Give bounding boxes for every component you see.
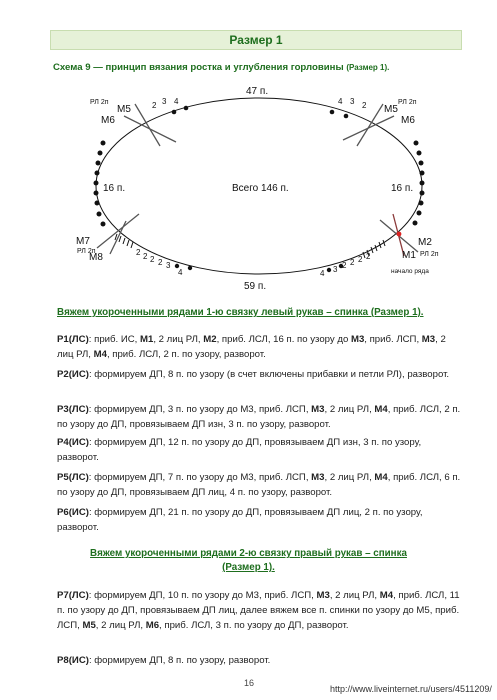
step-number: 2: [143, 252, 148, 261]
marker-label: M5: [117, 104, 131, 115]
rl-label: РЛ 2п: [398, 99, 417, 106]
row-p8: Р8(ИС): формируем ДП, 8 п. по узору, разворот.: [57, 655, 271, 666]
marker-label: M8: [89, 252, 103, 263]
stitch-dot: [101, 222, 106, 227]
marker-cross-left-bottom: [110, 221, 126, 254]
step-number: 3: [166, 261, 171, 270]
row-label: Р2(ИС): [57, 369, 89, 380]
section-1-title: [57, 306, 424, 320]
row-label: Р1(ЛС): [57, 334, 89, 345]
stitch-dot: [188, 266, 192, 270]
section-1-title-text: Вяжем укороченными рядами 1-ю связку левый рукав – спинка (Размер 1).: [57, 307, 424, 318]
stitch-tick: [123, 238, 125, 244]
stitch-dot: [101, 141, 106, 146]
section-2-title: [0, 547, 497, 575]
row-p4: Р4(ИС): формируем ДП, 12 п. по узору до ДП, провязываем ДП изн, 3 п. по узору, разворот.: [57, 437, 422, 464]
stitch-tick: [131, 242, 133, 248]
step-number: 2: [350, 258, 355, 267]
stitch-dot: [413, 221, 418, 226]
step-number: 4: [338, 97, 343, 106]
step-number: 4: [178, 268, 183, 277]
stitch-dot: [420, 191, 425, 196]
step-number: 2: [136, 248, 141, 257]
page-number: 16: [244, 678, 255, 688]
stitch-dot: [419, 201, 424, 206]
step-number: 2: [150, 255, 155, 264]
marker-label: M6: [101, 115, 115, 126]
stitch-dot: [97, 212, 102, 217]
step-number: 3: [350, 97, 355, 106]
stitch-dot: [330, 110, 335, 115]
stitch-dot: [95, 201, 100, 206]
step-number: 2: [342, 261, 347, 270]
row-label: Р8(ИС): [57, 655, 89, 666]
stitch-dot: [417, 211, 422, 216]
stitch-dot: [417, 151, 422, 156]
row-p3: Р3(ЛС): формируем ДП, 3 п. по узору до М3, приб. ЛСП, M3, 2 лиц РЛ, M4, приб. ЛСЛ, 2 п. по узору до ДП, провязываем ДП изн, 3 п. по узору, разворот.: [57, 404, 461, 431]
stitch-tick: [127, 240, 129, 246]
stitch-dot: [95, 171, 100, 176]
row-p1: Р1(ЛС): приб. ИС, M1, 2 лиц РЛ, M2, приб. ЛСЛ, 16 п. по узору до M3, приб. ЛСП, M3, 2 лиц РЛ, M4, приб. ЛСЛ, 2 п. по узору, разворот.: [57, 334, 446, 361]
start-of-row-label: начало ряда: [391, 268, 429, 275]
source-url: http://www.liveinternet.ru/users/4511209/: [330, 684, 492, 694]
scheme-title-text: Схема 9 — принцип вязания ростка и углубления горловины: [53, 62, 344, 73]
marker-cross-right-top: [357, 104, 383, 146]
stitch-dot: [327, 268, 331, 272]
stitch-dot: [420, 181, 425, 186]
left-count-label: 16 п.: [103, 183, 126, 194]
row-label: Р7(ЛС): [57, 590, 89, 601]
size-header-box: [50, 30, 462, 50]
section-2-title-line2: (Размер 1).: [222, 562, 275, 573]
rl-label: РЛ 2п: [77, 248, 96, 255]
step-number: 2: [366, 252, 371, 261]
stitch-dot: [420, 171, 425, 176]
neckline-diagram: [55, 82, 445, 297]
stitch-tick: [119, 236, 121, 242]
row-p7: Р7(ЛС): формируем ДП, 10 п. по узору до М3, приб. ЛСП, M3, 2 лиц РЛ, M4, приб. ЛСЛ, 11 п. по узору до ДП, провязываем ДП лиц, далее вяжем все п. спинки по узору до М5, приб. ЛСП, M5, 2 лиц РЛ, M6, приб. ЛСЛ, 3 п. по узору до ДП, разворот.: [57, 590, 460, 632]
step-number: 2: [158, 258, 163, 267]
stitch-dot: [184, 106, 189, 111]
scheme-size-note: (Размер 1).: [346, 63, 390, 72]
rl-label: РЛ 2п: [90, 99, 109, 106]
start-point-dot: [397, 232, 402, 237]
section-2-title-line1: Вяжем укороченными рядами 2-ю связку правый рукав – спинка: [90, 548, 407, 559]
row-p6: Р6(ИС): формируем ДП, 21 п. по узору до ДП, провязываем ДП лиц, 2 п. по узору, разворот.: [57, 507, 423, 534]
total-count-label: Всего 146 п.: [232, 183, 289, 194]
step-number: 4: [174, 97, 179, 106]
stitch-dot: [94, 181, 99, 186]
rl-label: РЛ 2п: [420, 251, 439, 258]
marker-label: M5: [384, 104, 398, 115]
step-number: 3: [333, 265, 338, 274]
row-label: Р4(ИС): [57, 437, 89, 448]
marker-label: M2: [418, 237, 432, 248]
stitch-dot: [344, 114, 349, 119]
stitch-dot: [98, 151, 103, 156]
row-p2: Р2(ИС): формируем ДП, 8 п. по узору (в счет включены прибавки и петли РЛ), разворот.: [57, 369, 450, 380]
step-number: 4: [320, 269, 325, 278]
stitch-dot: [414, 141, 419, 146]
stitch-dot: [172, 110, 177, 115]
row-label: Р3(ЛС): [57, 404, 89, 415]
marker-label: M7: [76, 236, 90, 247]
marker-label: M6: [401, 115, 415, 126]
row-label: Р6(ИС): [57, 507, 89, 518]
step-number: 2: [362, 101, 367, 110]
stitch-dot: [94, 191, 99, 196]
step-number: 2: [358, 255, 363, 264]
step-number: 3: [162, 97, 167, 106]
row-p5: Р5(ЛС): формируем ДП, 7 п. по узору до М3, приб. ЛСП, M3, 2 лиц РЛ, M4, приб. ЛСЛ, 6 п. по узору до ДП, провязываем ДП лиц, 4 п. по узору, разворот.: [57, 472, 461, 499]
step-number: 2: [152, 101, 157, 110]
marker-cross-left-top: [135, 104, 160, 146]
stitch-dot: [96, 161, 101, 166]
size-header-title: Размер 1: [229, 33, 283, 47]
marker-label: M1: [402, 250, 416, 261]
right-count-label: 16 п.: [391, 183, 414, 194]
bottom-count-label: 59 п.: [244, 281, 267, 292]
top-count-label: 47 п.: [246, 86, 269, 97]
stitch-dot: [419, 161, 424, 166]
scheme-title: [53, 62, 389, 73]
row-label: Р5(ЛС): [57, 472, 89, 483]
